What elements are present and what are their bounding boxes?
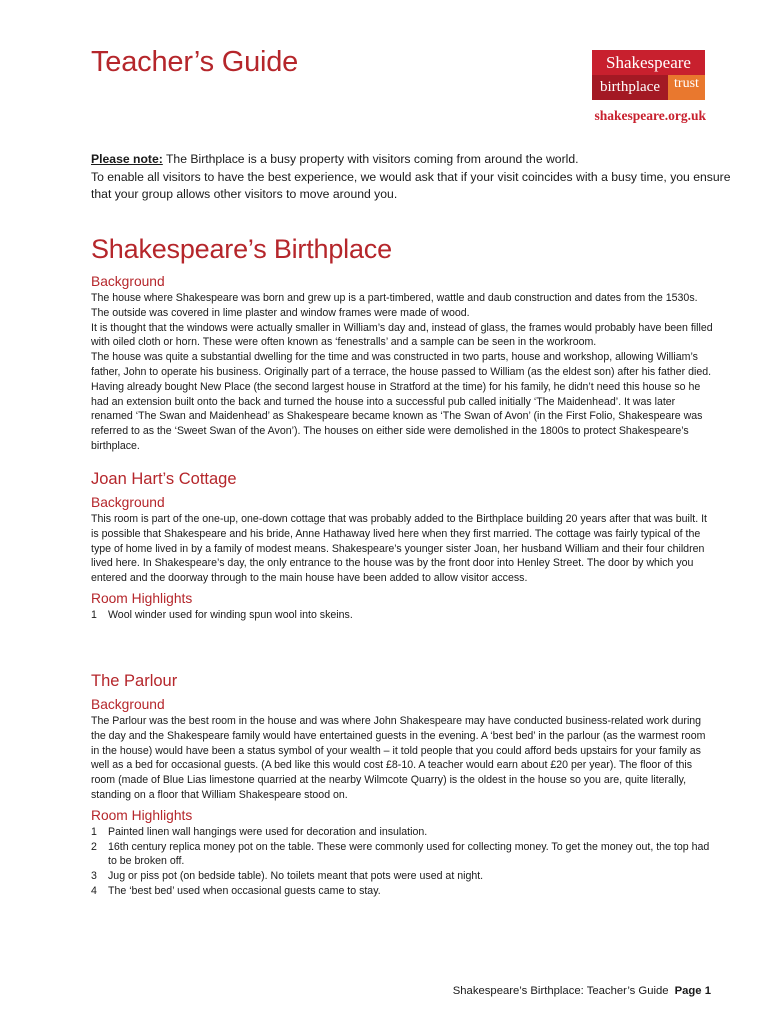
birthplace-section xyxy=(91,273,716,454)
parlour-paragraph: The Parlour was the best room in the house and was where John Shakespeare may have conducted business-related work during the day and the Shakespeare family would have entertained guests in the evening. A ‘best bed’ in the parlour (as the warmest room in the house) would have been a status symbol of your wealth – it told people that you could afford beds upstairs for your family as well as a bed for occasional guests. (A bed like this would cost £8-10. A teacher would earn about £20 per year). The floor of this room (made of Blue Lias limestone quarried at the nearby Wilmcote Quarry) is the oldest in the house so you are, quite literally, standing on a floor that William Shakespeare stood on. xyxy=(91,715,706,801)
note-label: Please note: xyxy=(91,152,163,166)
joan-section xyxy=(91,469,716,623)
parlour-highlights-label: Room Highlights xyxy=(91,807,193,823)
joan-background-label: Background xyxy=(91,495,165,510)
joan-paragraph: This room is part of the one-up, one-down cottage that was probably added to the Birthplace building 20 years after that was built. It is possible that Shakespeare and his bride, Anne Hathaway lived here when they first married. The cottage was fairly typical of the type of home lived in by a family of modest means. Shakespeare’s younger sister Joan, her husband William and their four children lived here. In Shakespeare’s day, the only entrance to the house was by the front door into Henley Street. The door by which you entered and the doorway through to the main house have been added to allow visitor access. xyxy=(91,513,707,585)
birthplace-paragraph-3: The house was quite a substantial dwelling for the time and was constructed in two parts, house and workshop, allowing William’s father, John to operate his business. Originally part of a terrace, the house passed to William (as the eldest son) after his father died. Having already bought New Place (the second largest house in Stratford at the time) for his family, he didn’t need this house so he had an extension built onto the back and turned the house into a successful pub called initially ‘The Maidenhead’. It was later renamed ‘The Swan and Maidenhead’ as Shakespeare became known as ‘The Swan of Avon’ (in the First Folio, Shakespeare was referred to as the ‘Sweet Swan of the Avon’). The houses on either side were demolished in the 1800s to protect Shakespeare’s birthplace. xyxy=(91,351,712,452)
page-title: Teacher’s Guide xyxy=(91,46,299,78)
list-item: 2 16th century replica money pot on the table. These were commonly used for collecting money. To get the money out, the top had to be broken off. xyxy=(91,840,710,868)
website-link[interactable]: shakespeare.org.uk xyxy=(594,108,706,123)
list-item: 4 The ‘best bed’ used when occasional guests came to stay. xyxy=(91,884,381,897)
note-line2: To enable all visitors to have the best experience, we would ask that if your visit coincides with a busy time, you ensure that your group allows other visitors to move around you. xyxy=(91,169,731,201)
joan-heading: Joan Hart’s Cottage xyxy=(91,470,237,488)
logo-birthplace: birthplace xyxy=(592,75,668,100)
page-footer xyxy=(453,985,711,997)
footer-title: Shakespeare’s Birthplace: Teacher’s Guide xyxy=(452,985,669,997)
parlour-background-label: Background xyxy=(91,697,165,712)
list-item: 1 Painted linen wall hangings were used for decoration and insulation. xyxy=(91,825,428,838)
note-line1: The Birthplace is a busy property with visitors coming from around the world. xyxy=(162,152,579,166)
page-number: Page 1 xyxy=(674,985,711,997)
logo-trust: trust xyxy=(668,75,705,100)
parlour-heading: The Parlour xyxy=(91,672,178,690)
list-item: 1 Wool winder used for winding spun wool into skeins. xyxy=(91,608,353,621)
parlour-highlights-list xyxy=(91,825,716,899)
joan-highlights-label: Room Highlights xyxy=(91,590,193,606)
birthplace-heading: Shakespeare’s Birthplace xyxy=(91,234,392,264)
birthplace-background-label: Background xyxy=(91,274,165,289)
birthplace-paragraph-1: The house where Shakespeare was born and grew up is a part-timbered, wattle and daub construction and dates from the 1530s. The outside was covered in lime plaster and window frames were made of wood. xyxy=(91,292,698,319)
birthplace-paragraph-2: It is thought that the windows were actually smaller in William’s day and, instead of glass, the frames would probably have been filled with oiled cloth or horn. These were often known as ‘fenestralls’ and a sample can be seen in the workroom. xyxy=(91,321,713,349)
joan-highlights-list xyxy=(91,608,716,623)
trust-logo xyxy=(592,50,705,100)
logo-shakespeare: Shakespeare xyxy=(592,50,705,75)
list-item: 3 Jug or piss pot (on bedside table). No toilets meant that pots were used at night. xyxy=(91,870,484,883)
parlour-section xyxy=(91,671,716,899)
visitor-note xyxy=(91,151,731,204)
